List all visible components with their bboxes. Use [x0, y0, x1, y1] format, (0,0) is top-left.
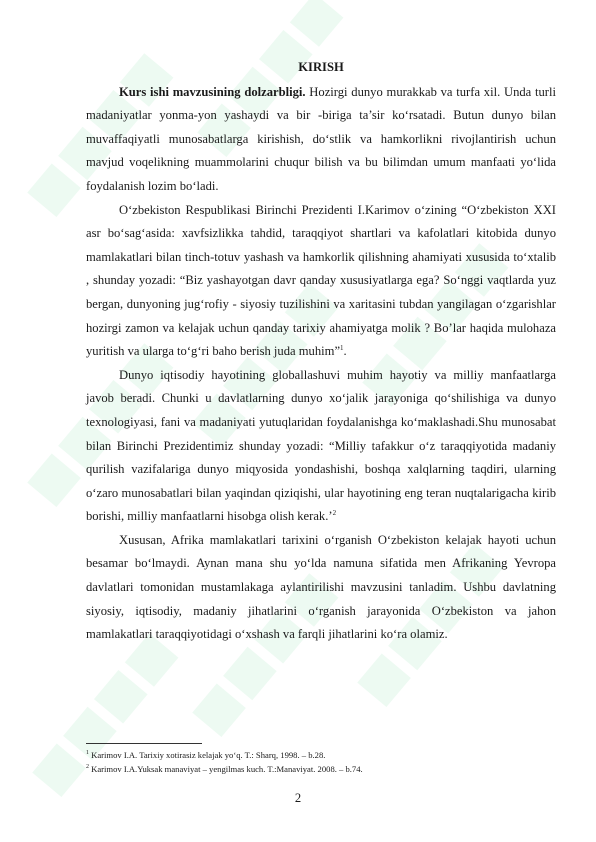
paragraph-2-tail: .: [343, 344, 347, 359]
footnote-1-number: 1: [86, 750, 89, 757]
footnote-2-text: Karimov I.A.Yuksak manaviyat – yengilmas kuch. T.:Manaviyat. 2008. – b.74.: [89, 763, 363, 774]
paragraph-1: [86, 81, 556, 199]
footnote-1: [86, 749, 556, 763]
paragraph-4: [86, 529, 556, 647]
footnote-separator: [86, 743, 202, 744]
footnotes: [86, 749, 556, 776]
paragraph-1-heading: Kurs ishi mavzusining dolzarbligi.: [119, 84, 306, 99]
paragraph-3: [86, 364, 556, 529]
page-number: 2: [294, 791, 302, 805]
paragraph-3-text: Dunyo iqtisodiy hayotining globallashuvi muhim hayotiy va milliy manfaatlarga javob beradi. Chunki u davlatlarning dunyo xo‘jalik jarayoniga qo‘shilishiga va dunyo texnologiyasi, fani va madaniyati yutuqlaridan foydalanishga ko‘maklashadi.Shu munosabat bilan Birinchi Prezidentimiz shunday yozadi: “Milliy tafakkur o‘z taraqqiyotida madaniy qurilish vazifalariga dunyo miqyosida yondashishi, boshqa xalqlarning taqdiri, ularning o‘zaro munosabatlari bilan yaqindan qiziqishi, ular hayotining eng teran nuqtalarigacha kirib borishi, milliy manfaatlarni hisobga olish kerak.’: [86, 367, 556, 524]
paragraph-2-text: O‘zbekiston Respublikasi Birinchi Prezidenti I.Karimov o‘zining “O‘zbekiston XXI asr bo‘sag‘asida: xavfsizlikka tahdid, taraqqiyot shartlari va kafolatlari kitobida dunyo mamlakatlari bilan tinch-totuv yashash va hamkorlik qilishning ahamiyati xususida to‘xtalib , shunday yozadi: “Biz yashayotgan davr qanday xususiyatlarga ega? So‘nggi vaqtlarda yuz bergan, dunyoning jug‘rofiy - siyosiy tuzilishini va xaritasini tubdan yangilagan o‘zgarishlar hozirgi zamon va kelajak uchun qanday tarixiy ahamiyatga molik ? Bo’lar haqida mulohaza yuritish va ularga to‘g‘ri baho berish juda muhim”: [86, 202, 556, 359]
document-body: [86, 56, 556, 647]
document-title: KIRISH: [298, 60, 344, 74]
footnote-ref-1[interactable]: 1: [340, 343, 344, 352]
paragraph-1-text: Hozirgi dunyo murakkab va turfa xil. Unda turli madaniyatlar yonma-yon yashaydi va bir -biriga ta’sir ko‘rsatadi. Butun dunyo bilan muvaffaqiyatli munosabatlarga kirishish, do‘stlik va hamkorlikni rivojlantirish uchun mavjud voqelikning muammolarini chuqur bilish va bu bilimdan umum manfaati yo‘lida foydalanish lozim bo‘ladi.: [86, 84, 556, 193]
footnote-2: [86, 763, 556, 777]
footnote-1-text: Karimov I.A. Tarixiy xotirasiz kelajak yo‘q. T.: Sharq, 1998. – b.28.: [89, 750, 326, 760]
footnote-ref-2[interactable]: 2: [332, 509, 337, 518]
footnote-2-number: 2: [86, 763, 89, 770]
paragraph-4-text: Xususan, Afrika mamlakatlari tarixini o‘rganish O‘zbekiston kelajak hayoti uchun besamar bo‘lmaydi. Aynan mana shu yo‘lda namuna sifatida men Afrikaning Yevropa davlatlari tomonidan mustamlakaga aylantirilishi mavzusini tanladim. Ushbu davlatning siyosiy, iqtisodiy, madaniy jihatlarini o‘rganish jarayonida O‘zbekiston va jahon mamlakatlari taraqqiyotidagi o‘xshash va farqli jihatlarini ko‘ra olamiz.: [86, 532, 556, 642]
paragraph-2: [86, 199, 556, 364]
